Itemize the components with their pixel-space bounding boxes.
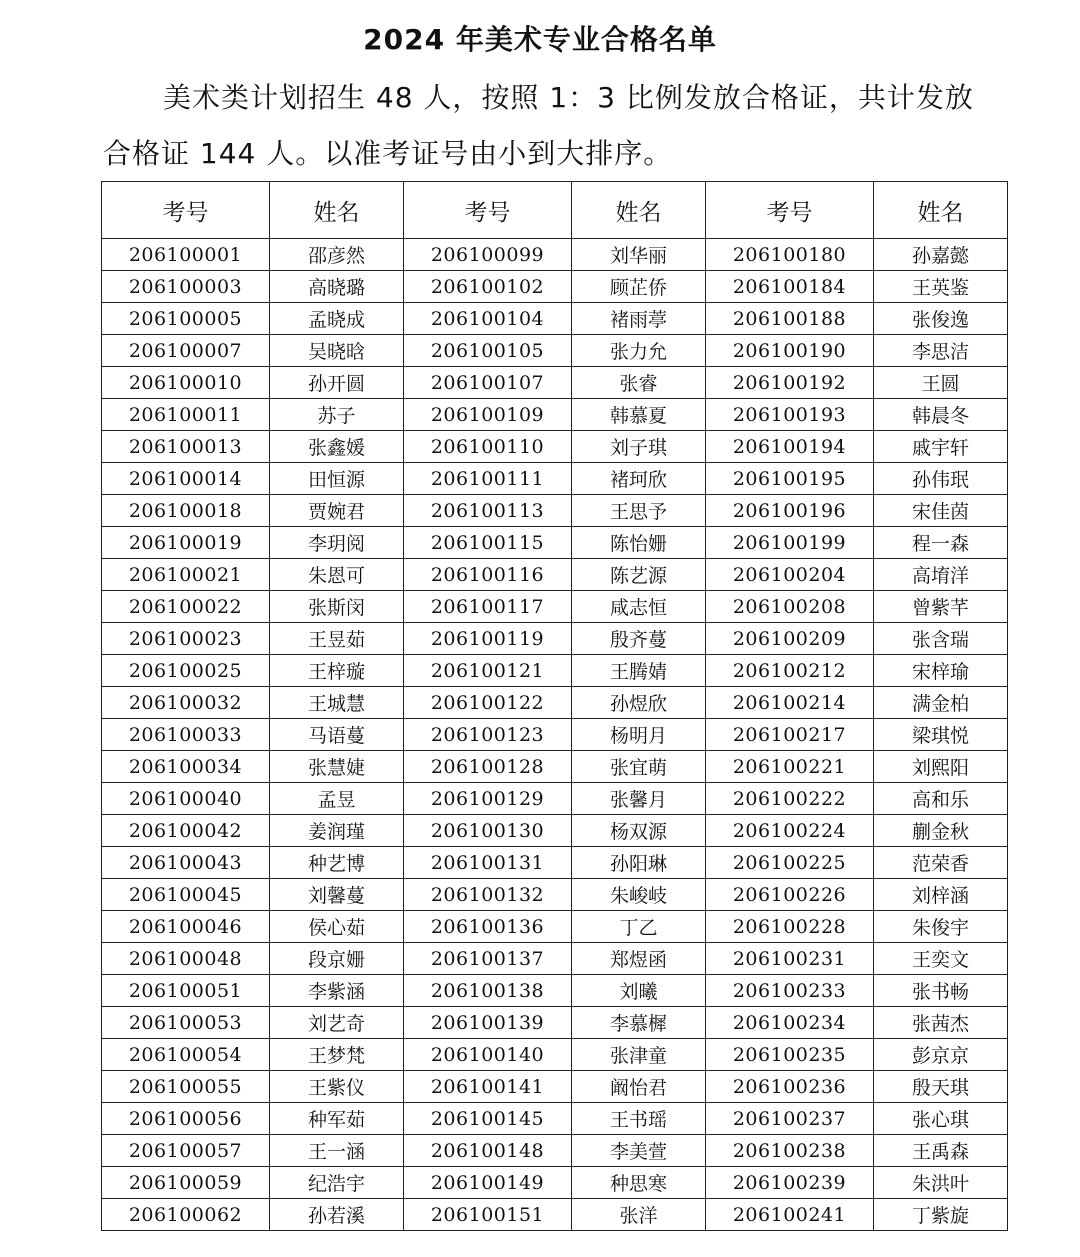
table-row: [102, 1071, 1008, 1103]
name-cell: 王紫仪: [270, 1071, 404, 1103]
exam-number-cell: 206100214: [706, 687, 874, 719]
roster-body: [102, 239, 1008, 1231]
document-title: 2024 年美术专业合格名单: [363, 23, 717, 56]
name-cell: 褚雨葶: [572, 303, 706, 335]
name-cell: 孙开圆: [270, 367, 404, 399]
name-cell: 王奕文: [874, 943, 1008, 975]
name-cell: 李玥阅: [270, 527, 404, 559]
name-cell: 张洋: [572, 1199, 706, 1231]
name-cell: 丁紫旋: [874, 1199, 1008, 1231]
name-cell: 马语蔓: [270, 719, 404, 751]
exam-number-cell: 206100019: [102, 527, 270, 559]
table-row: [102, 271, 1008, 303]
exam-number-cell: 206100005: [102, 303, 270, 335]
name-cell: 刘熙阳: [874, 751, 1008, 783]
exam-number-cell: 206100057: [102, 1135, 270, 1167]
table-row: [102, 879, 1008, 911]
name-cell: 褚珂欣: [572, 463, 706, 495]
table-row: [102, 527, 1008, 559]
exam-number-cell: 206100190: [706, 335, 874, 367]
name-cell: 高和乐: [874, 783, 1008, 815]
table-row: [102, 751, 1008, 783]
name-cell: 苏子: [270, 399, 404, 431]
name-cell: 李思洁: [874, 335, 1008, 367]
table-row: [102, 239, 1008, 271]
exam-number-cell: 206100048: [102, 943, 270, 975]
exam-number-cell: 206100234: [706, 1007, 874, 1039]
name-cell: 刘子琪: [572, 431, 706, 463]
exam-number-cell: 206100022: [102, 591, 270, 623]
header-exam-number-3: 考号: [706, 182, 874, 239]
exam-number-cell: 206100238: [706, 1135, 874, 1167]
exam-number-cell: 206100001: [102, 239, 270, 271]
exam-number-cell: 206100145: [404, 1103, 572, 1135]
name-cell: 刘馨蔓: [270, 879, 404, 911]
name-cell: 韩慕夏: [572, 399, 706, 431]
exam-number-cell: 206100115: [404, 527, 572, 559]
name-cell: 顾芷侨: [572, 271, 706, 303]
name-cell: 田恒源: [270, 463, 404, 495]
exam-number-cell: 206100188: [706, 303, 874, 335]
name-cell: 张鑫媛: [270, 431, 404, 463]
name-cell: 孟晓成: [270, 303, 404, 335]
name-cell: 王一涵: [270, 1135, 404, 1167]
table-header-row: [102, 182, 1008, 239]
name-cell: 蒯金秋: [874, 815, 1008, 847]
exam-number-cell: 206100196: [706, 495, 874, 527]
name-cell: 王昱茹: [270, 623, 404, 655]
name-cell: 梁琪悦: [874, 719, 1008, 751]
name-cell: 满金柏: [874, 687, 1008, 719]
name-cell: 孟昱: [270, 783, 404, 815]
table-row: [102, 559, 1008, 591]
exam-number-cell: 206100109: [404, 399, 572, 431]
name-cell: 段京姗: [270, 943, 404, 975]
exam-number-cell: 206100055: [102, 1071, 270, 1103]
exam-number-cell: 206100193: [706, 399, 874, 431]
exam-number-cell: 206100025: [102, 655, 270, 687]
name-cell: 张心琪: [874, 1103, 1008, 1135]
exam-number-cell: 206100046: [102, 911, 270, 943]
exam-number-cell: 206100010: [102, 367, 270, 399]
name-cell: 李紫涵: [270, 975, 404, 1007]
table-row: [102, 719, 1008, 751]
exam-number-cell: 206100116: [404, 559, 572, 591]
name-cell: 张俊逸: [874, 303, 1008, 335]
name-cell: 张茜杰: [874, 1007, 1008, 1039]
table-row: [102, 1199, 1008, 1231]
exam-number-cell: 206100237: [706, 1103, 874, 1135]
name-cell: 吴晓晗: [270, 335, 404, 367]
name-cell: 王思予: [572, 495, 706, 527]
exam-number-cell: 206100018: [102, 495, 270, 527]
exam-number-cell: 206100011: [102, 399, 270, 431]
name-cell: 种军茹: [270, 1103, 404, 1135]
name-cell: 张馨月: [572, 783, 706, 815]
table-row: [102, 303, 1008, 335]
name-cell: 王城慧: [270, 687, 404, 719]
exam-number-cell: 206100110: [404, 431, 572, 463]
exam-number-cell: 206100132: [404, 879, 572, 911]
table-row: [102, 495, 1008, 527]
exam-number-cell: 206100235: [706, 1039, 874, 1071]
exam-number-cell: 206100123: [404, 719, 572, 751]
name-cell: 王梦梵: [270, 1039, 404, 1071]
table-row: [102, 367, 1008, 399]
exam-number-cell: 206100043: [102, 847, 270, 879]
table-row: [102, 1103, 1008, 1135]
table-row: [102, 463, 1008, 495]
name-cell: 孙煜欣: [572, 687, 706, 719]
exam-number-cell: 206100013: [102, 431, 270, 463]
name-cell: 孙伟珉: [874, 463, 1008, 495]
exam-number-cell: 206100113: [404, 495, 572, 527]
name-cell: 王英鉴: [874, 271, 1008, 303]
exam-number-cell: 206100209: [706, 623, 874, 655]
name-cell: 朱恩可: [270, 559, 404, 591]
name-cell: 曾紫芊: [874, 591, 1008, 623]
name-cell: 张书畅: [874, 975, 1008, 1007]
table-row: [102, 1167, 1008, 1199]
name-cell: 侯心茹: [270, 911, 404, 943]
roster-table: [101, 181, 1008, 1231]
table-row: [102, 591, 1008, 623]
exam-number-cell: 206100111: [404, 463, 572, 495]
name-cell: 范荣香: [874, 847, 1008, 879]
exam-number-cell: 206100062: [102, 1199, 270, 1231]
name-cell: 刘曦: [572, 975, 706, 1007]
name-cell: 高堉洋: [874, 559, 1008, 591]
name-cell: 张宜萌: [572, 751, 706, 783]
table-row: [102, 655, 1008, 687]
exam-number-cell: 206100129: [404, 783, 572, 815]
exam-number-cell: 206100225: [706, 847, 874, 879]
exam-number-cell: 206100117: [404, 591, 572, 623]
name-cell: 孙嘉懿: [874, 239, 1008, 271]
exam-number-cell: 206100226: [706, 879, 874, 911]
name-cell: 孙若溪: [270, 1199, 404, 1231]
name-cell: 贾婉君: [270, 495, 404, 527]
exam-number-cell: 206100128: [404, 751, 572, 783]
exam-number-cell: 206100131: [404, 847, 572, 879]
name-cell: 高晓璐: [270, 271, 404, 303]
name-cell: 刘华丽: [572, 239, 706, 271]
name-cell: 王书瑶: [572, 1103, 706, 1135]
name-cell: 种思寒: [572, 1167, 706, 1199]
exam-number-cell: 206100194: [706, 431, 874, 463]
header-exam-number-1: 考号: [102, 182, 270, 239]
exam-number-cell: 206100045: [102, 879, 270, 911]
exam-number-cell: 206100195: [706, 463, 874, 495]
name-cell: 张力允: [572, 335, 706, 367]
name-cell: 戚宇轩: [874, 431, 1008, 463]
name-cell: 阚怡君: [572, 1071, 706, 1103]
exam-number-cell: 206100192: [706, 367, 874, 399]
name-cell: 纪浩宇: [270, 1167, 404, 1199]
table-row: [102, 975, 1008, 1007]
exam-number-cell: 206100148: [404, 1135, 572, 1167]
exam-number-cell: 206100228: [706, 911, 874, 943]
exam-number-cell: 206100121: [404, 655, 572, 687]
name-cell: 王腾婧: [572, 655, 706, 687]
name-cell: 张睿: [572, 367, 706, 399]
name-cell: 丁乙: [572, 911, 706, 943]
exam-number-cell: 206100212: [706, 655, 874, 687]
table-row: [102, 815, 1008, 847]
exam-number-cell: 206100032: [102, 687, 270, 719]
name-cell: 孙阳琳: [572, 847, 706, 879]
exam-number-cell: 206100241: [706, 1199, 874, 1231]
exam-number-cell: 206100231: [706, 943, 874, 975]
table-row: [102, 847, 1008, 879]
name-cell: 杨明月: [572, 719, 706, 751]
exam-number-cell: 206100051: [102, 975, 270, 1007]
table-row: [102, 687, 1008, 719]
name-cell: 张津童: [572, 1039, 706, 1071]
name-cell: 姜润瑾: [270, 815, 404, 847]
exam-number-cell: 206100104: [404, 303, 572, 335]
exam-number-cell: 206100180: [706, 239, 874, 271]
exam-number-cell: 206100224: [706, 815, 874, 847]
exam-number-cell: 206100222: [706, 783, 874, 815]
exam-number-cell: 206100138: [404, 975, 572, 1007]
name-cell: 刘梓涵: [874, 879, 1008, 911]
name-cell: 程一森: [874, 527, 1008, 559]
name-cell: 陈艺源: [572, 559, 706, 591]
exam-number-cell: 206100137: [404, 943, 572, 975]
name-cell: 杨双源: [572, 815, 706, 847]
table-row: [102, 1135, 1008, 1167]
header-name-1: 姓名: [270, 182, 404, 239]
exam-number-cell: 206100139: [404, 1007, 572, 1039]
name-cell: 殷天琪: [874, 1071, 1008, 1103]
exam-number-cell: 206100119: [404, 623, 572, 655]
name-cell: 朱峻岐: [572, 879, 706, 911]
header-name-2: 姓名: [572, 182, 706, 239]
name-cell: 刘艺奇: [270, 1007, 404, 1039]
table-row: [102, 623, 1008, 655]
exam-number-cell: 206100033: [102, 719, 270, 751]
exam-number-cell: 206100208: [706, 591, 874, 623]
name-cell: 朱洪叶: [874, 1167, 1008, 1199]
exam-number-cell: 206100107: [404, 367, 572, 399]
intro-paragraph: 美术类计划招生 48 人，按照 1：3 比例发放合格证，共计发放合格证 144 人。以准考证号由小到大排序。: [103, 81, 974, 170]
exam-number-cell: 206100140: [404, 1039, 572, 1071]
name-cell: 宋梓瑜: [874, 655, 1008, 687]
exam-number-cell: 206100233: [706, 975, 874, 1007]
name-cell: 张斯闵: [270, 591, 404, 623]
header-name-3: 姓名: [874, 182, 1008, 239]
exam-number-cell: 206100136: [404, 911, 572, 943]
table-row: [102, 399, 1008, 431]
name-cell: 彭京京: [874, 1039, 1008, 1071]
name-cell: 陈怡姗: [572, 527, 706, 559]
exam-number-cell: 206100042: [102, 815, 270, 847]
name-cell: 邵彦然: [270, 239, 404, 271]
exam-number-cell: 206100099: [404, 239, 572, 271]
exam-number-cell: 206100053: [102, 1007, 270, 1039]
table-row: [102, 911, 1008, 943]
table-row: [102, 1007, 1008, 1039]
exam-number-cell: 206100023: [102, 623, 270, 655]
exam-number-cell: 206100122: [404, 687, 572, 719]
table-row: [102, 783, 1008, 815]
exam-number-cell: 206100221: [706, 751, 874, 783]
name-cell: 张含瑞: [874, 623, 1008, 655]
exam-number-cell: 206100151: [404, 1199, 572, 1231]
exam-number-cell: 206100217: [706, 719, 874, 751]
exam-number-cell: 206100130: [404, 815, 572, 847]
exam-number-cell: 206100007: [102, 335, 270, 367]
name-cell: 王梓璇: [270, 655, 404, 687]
table-row: [102, 431, 1008, 463]
table-row: [102, 943, 1008, 975]
exam-number-cell: 206100204: [706, 559, 874, 591]
name-cell: 朱俊宇: [874, 911, 1008, 943]
exam-number-cell: 206100040: [102, 783, 270, 815]
name-cell: 王禹森: [874, 1135, 1008, 1167]
exam-number-cell: 206100056: [102, 1103, 270, 1135]
exam-number-cell: 206100059: [102, 1167, 270, 1199]
exam-number-cell: 206100003: [102, 271, 270, 303]
name-cell: 殷齐蔓: [572, 623, 706, 655]
exam-number-cell: 206100199: [706, 527, 874, 559]
name-cell: 张慧婕: [270, 751, 404, 783]
exam-number-cell: 206100239: [706, 1167, 874, 1199]
exam-number-cell: 206100102: [404, 271, 572, 303]
name-cell: 宋佳茵: [874, 495, 1008, 527]
table-row: [102, 1039, 1008, 1071]
name-cell: 李慕樨: [572, 1007, 706, 1039]
exam-number-cell: 206100034: [102, 751, 270, 783]
name-cell: 王圆: [874, 367, 1008, 399]
exam-number-cell: 206100021: [102, 559, 270, 591]
exam-number-cell: 206100105: [404, 335, 572, 367]
exam-number-cell: 206100149: [404, 1167, 572, 1199]
exam-number-cell: 206100141: [404, 1071, 572, 1103]
name-cell: 韩晨冬: [874, 399, 1008, 431]
exam-number-cell: 206100054: [102, 1039, 270, 1071]
exam-number-cell: 206100236: [706, 1071, 874, 1103]
exam-number-cell: 206100014: [102, 463, 270, 495]
header-exam-number-2: 考号: [404, 182, 572, 239]
name-cell: 咸志恒: [572, 591, 706, 623]
exam-number-cell: 206100184: [706, 271, 874, 303]
table-row: [102, 335, 1008, 367]
name-cell: 郑煜函: [572, 943, 706, 975]
name-cell: 种艺博: [270, 847, 404, 879]
name-cell: 李美萱: [572, 1135, 706, 1167]
